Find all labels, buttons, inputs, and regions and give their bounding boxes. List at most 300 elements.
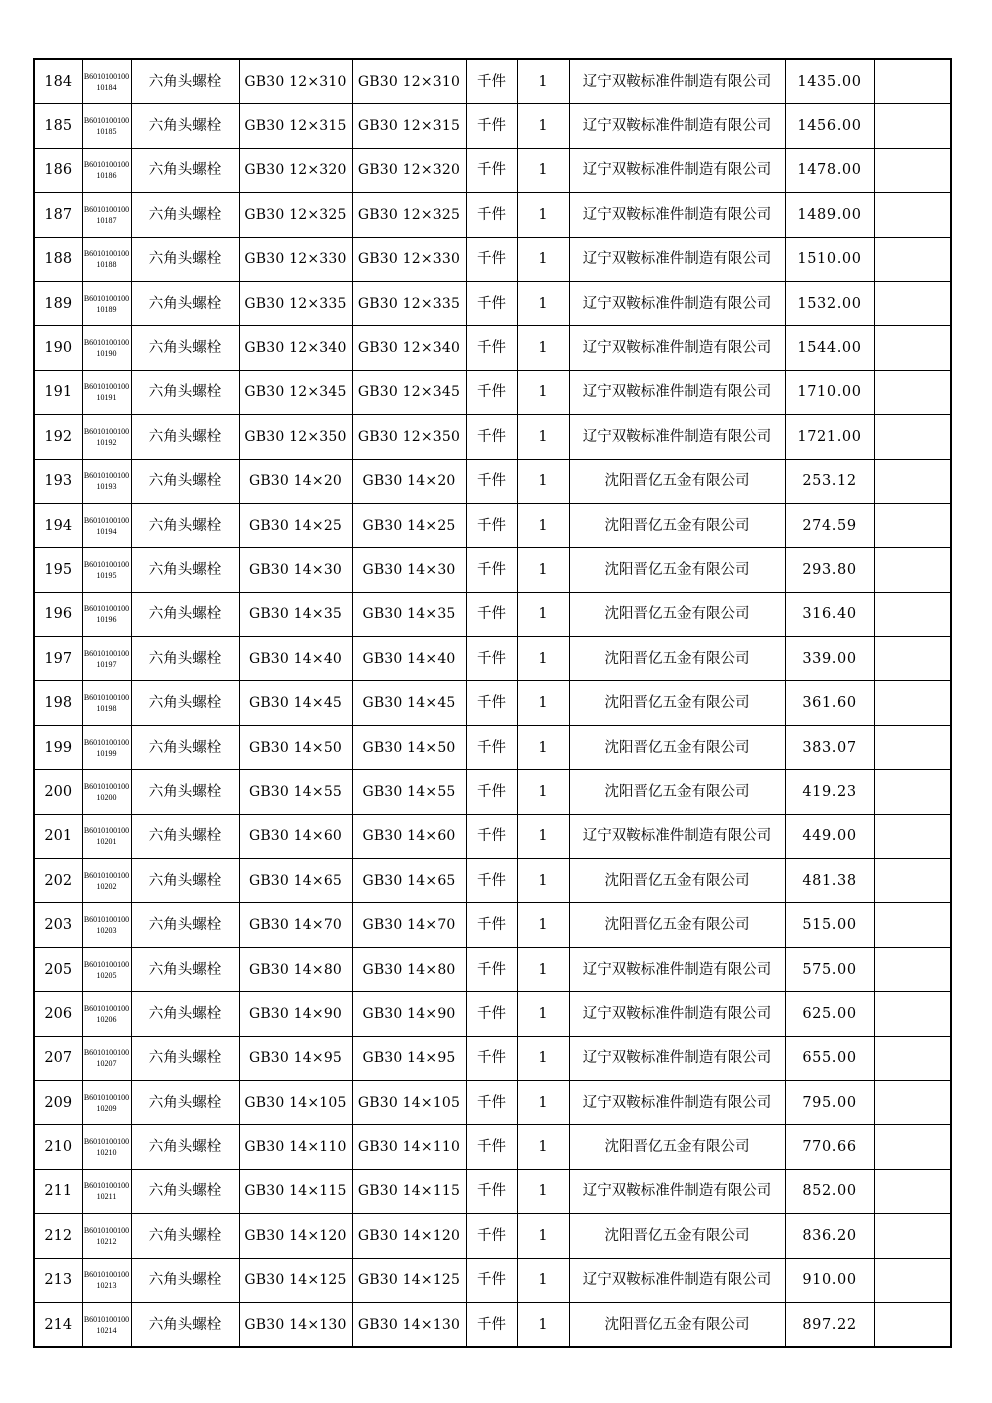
cell-material-code: B601010010010206 (82, 992, 131, 1036)
cell-index: 191 (34, 370, 82, 414)
cell-unit: 千件 (466, 415, 517, 459)
cell-material-code: B601010010010191 (82, 370, 131, 414)
cell-model: GB30 14×105 (352, 1080, 466, 1124)
cell-item-name: 六角头螺栓 (131, 637, 239, 681)
cell-supplier: 辽宁双鞍标准件制造有限公司 (569, 415, 785, 459)
cell-material-code: B601010010010199 (82, 725, 131, 769)
table-row (34, 903, 951, 947)
cell-note (874, 415, 951, 459)
cell-model: GB30 14×130 (352, 1302, 466, 1347)
cell-item-name: 六角头螺栓 (131, 1080, 239, 1124)
cell-price: 253.12 (785, 459, 874, 503)
cell-index: 214 (34, 1302, 82, 1347)
cell-quantity: 1 (517, 326, 569, 370)
cell-model: GB30 14×40 (352, 637, 466, 681)
cell-item-name: 六角头螺栓 (131, 681, 239, 725)
cell-quantity: 1 (517, 1258, 569, 1302)
cell-note (874, 859, 951, 903)
cell-material-code: B601010010010205 (82, 947, 131, 991)
cell-material-code: B601010010010212 (82, 1214, 131, 1258)
cell-price: 316.40 (785, 592, 874, 636)
cell-model: GB30 14×110 (352, 1125, 466, 1169)
cell-note (874, 992, 951, 1036)
cell-note (874, 637, 951, 681)
table-row (34, 1125, 951, 1169)
cell-model: GB30 14×120 (352, 1214, 466, 1258)
cell-unit: 千件 (466, 992, 517, 1036)
cell-material-code: B601010010010184 (82, 59, 131, 104)
cell-unit: 千件 (466, 1302, 517, 1347)
cell-specification: GB30 14×65 (239, 859, 352, 903)
cell-model: GB30 12×330 (352, 237, 466, 281)
cell-specification: GB30 14×115 (239, 1169, 352, 1213)
cell-material-code: B601010010010210 (82, 1125, 131, 1169)
cell-index: 209 (34, 1080, 82, 1124)
cell-model: GB30 14×45 (352, 681, 466, 725)
cell-price: 897.22 (785, 1302, 874, 1347)
table-row (34, 725, 951, 769)
cell-supplier: 辽宁双鞍标准件制造有限公司 (569, 1080, 785, 1124)
cell-index: 195 (34, 548, 82, 592)
cell-price: 515.00 (785, 903, 874, 947)
cell-note (874, 592, 951, 636)
cell-model: GB30 14×55 (352, 770, 466, 814)
table-row (34, 1302, 951, 1347)
cell-index: 210 (34, 1125, 82, 1169)
cell-note (874, 193, 951, 237)
cell-index: 194 (34, 503, 82, 547)
cell-note (874, 903, 951, 947)
cell-price: 383.07 (785, 725, 874, 769)
cell-quantity: 1 (517, 1036, 569, 1080)
cell-quantity: 1 (517, 637, 569, 681)
cell-index: 203 (34, 903, 82, 947)
cell-model: GB30 14×95 (352, 1036, 466, 1080)
cell-unit: 千件 (466, 193, 517, 237)
cell-price: 361.60 (785, 681, 874, 725)
cell-index: 213 (34, 1258, 82, 1302)
cell-supplier: 辽宁双鞍标准件制造有限公司 (569, 148, 785, 192)
cell-note (874, 1258, 951, 1302)
cell-supplier: 辽宁双鞍标准件制造有限公司 (569, 1036, 785, 1080)
cell-supplier: 沈阳晋亿五金有限公司 (569, 859, 785, 903)
cell-material-code: B601010010010194 (82, 503, 131, 547)
cell-note (874, 770, 951, 814)
cell-quantity: 1 (517, 59, 569, 104)
cell-specification: GB30 12×350 (239, 415, 352, 459)
cell-note (874, 947, 951, 991)
cell-material-code: B601010010010195 (82, 548, 131, 592)
table-row (34, 1036, 951, 1080)
cell-item-name: 六角头螺栓 (131, 592, 239, 636)
cell-note (874, 1125, 951, 1169)
cell-note (874, 1302, 951, 1347)
cell-quantity: 1 (517, 1169, 569, 1213)
cell-supplier: 辽宁双鞍标准件制造有限公司 (569, 237, 785, 281)
cell-price: 1489.00 (785, 193, 874, 237)
table-row (34, 1214, 951, 1258)
cell-index: 185 (34, 104, 82, 148)
table-row (34, 1080, 951, 1124)
cell-unit: 千件 (466, 459, 517, 503)
cell-note (874, 1214, 951, 1258)
cell-material-code: B601010010010213 (82, 1258, 131, 1302)
cell-price: 655.00 (785, 1036, 874, 1080)
cell-unit: 千件 (466, 326, 517, 370)
cell-price: 910.00 (785, 1258, 874, 1302)
cell-unit: 千件 (466, 903, 517, 947)
table-row (34, 370, 951, 414)
cell-price: 1510.00 (785, 237, 874, 281)
cell-material-code: B601010010010203 (82, 903, 131, 947)
cell-note (874, 370, 951, 414)
cell-material-code: B601010010010201 (82, 814, 131, 858)
cell-quantity: 1 (517, 681, 569, 725)
cell-model: GB30 14×115 (352, 1169, 466, 1213)
table-row (34, 947, 951, 991)
cell-price: 1435.00 (785, 59, 874, 104)
cell-supplier: 辽宁双鞍标准件制造有限公司 (569, 104, 785, 148)
cell-quantity: 1 (517, 592, 569, 636)
cell-quantity: 1 (517, 903, 569, 947)
cell-note (874, 548, 951, 592)
cell-material-code: B601010010010200 (82, 770, 131, 814)
cell-specification: GB30 14×45 (239, 681, 352, 725)
cell-item-name: 六角头螺栓 (131, 1214, 239, 1258)
cell-price: 419.23 (785, 770, 874, 814)
cell-quantity: 1 (517, 503, 569, 547)
cell-quantity: 1 (517, 237, 569, 281)
cell-unit: 千件 (466, 725, 517, 769)
cell-index: 211 (34, 1169, 82, 1213)
cell-material-code: B601010010010188 (82, 237, 131, 281)
table-row (34, 859, 951, 903)
cell-item-name: 六角头螺栓 (131, 903, 239, 947)
cell-item-name: 六角头螺栓 (131, 503, 239, 547)
cell-note (874, 1169, 951, 1213)
cell-index: 190 (34, 326, 82, 370)
cell-specification: GB30 14×105 (239, 1080, 352, 1124)
cell-index: 212 (34, 1214, 82, 1258)
cell-specification: GB30 12×340 (239, 326, 352, 370)
cell-unit: 千件 (466, 1169, 517, 1213)
cell-item-name: 六角头螺栓 (131, 1125, 239, 1169)
table-row (34, 1169, 951, 1213)
cell-price: 449.00 (785, 814, 874, 858)
cell-unit: 千件 (466, 859, 517, 903)
cell-price: 274.59 (785, 503, 874, 547)
cell-supplier: 沈阳晋亿五金有限公司 (569, 459, 785, 503)
cell-unit: 千件 (466, 148, 517, 192)
cell-note (874, 326, 951, 370)
cell-specification: GB30 14×30 (239, 548, 352, 592)
cell-model: GB30 14×65 (352, 859, 466, 903)
table-row (34, 592, 951, 636)
table-row (34, 59, 951, 104)
table-row (34, 148, 951, 192)
cell-price: 1478.00 (785, 148, 874, 192)
table-row (34, 637, 951, 681)
cell-price: 1710.00 (785, 370, 874, 414)
cell-index: 207 (34, 1036, 82, 1080)
cell-model: GB30 14×70 (352, 903, 466, 947)
cell-material-code: B601010010010185 (82, 104, 131, 148)
cell-supplier: 辽宁双鞍标准件制造有限公司 (569, 326, 785, 370)
cell-unit: 千件 (466, 503, 517, 547)
cell-index: 196 (34, 592, 82, 636)
cell-specification: GB30 14×95 (239, 1036, 352, 1080)
cell-note (874, 681, 951, 725)
cell-quantity: 1 (517, 1214, 569, 1258)
cell-model: GB30 12×325 (352, 193, 466, 237)
cell-note (874, 1036, 951, 1080)
cell-quantity: 1 (517, 370, 569, 414)
table-row (34, 104, 951, 148)
cell-unit: 千件 (466, 947, 517, 991)
cell-item-name: 六角头螺栓 (131, 1036, 239, 1080)
cell-material-code: B601010010010192 (82, 415, 131, 459)
cell-material-code: B601010010010196 (82, 592, 131, 636)
cell-unit: 千件 (466, 281, 517, 325)
cell-quantity: 1 (517, 725, 569, 769)
cell-specification: GB30 14×35 (239, 592, 352, 636)
cell-model: GB30 14×25 (352, 503, 466, 547)
cell-supplier: 沈阳晋亿五金有限公司 (569, 1302, 785, 1347)
cell-supplier: 辽宁双鞍标准件制造有限公司 (569, 281, 785, 325)
table-row (34, 503, 951, 547)
cell-unit: 千件 (466, 548, 517, 592)
cell-specification: GB30 14×60 (239, 814, 352, 858)
price-table (33, 58, 952, 1348)
cell-specification: GB30 12×315 (239, 104, 352, 148)
cell-model: GB30 12×350 (352, 415, 466, 459)
cell-material-code: B601010010010214 (82, 1302, 131, 1347)
cell-material-code: B601010010010197 (82, 637, 131, 681)
cell-note (874, 503, 951, 547)
cell-item-name: 六角头螺栓 (131, 281, 239, 325)
table-row (34, 281, 951, 325)
cell-unit: 千件 (466, 237, 517, 281)
cell-item-name: 六角头螺栓 (131, 148, 239, 192)
cell-supplier: 辽宁双鞍标准件制造有限公司 (569, 992, 785, 1036)
cell-index: 206 (34, 992, 82, 1036)
cell-model: GB30 12×335 (352, 281, 466, 325)
cell-model: GB30 12×345 (352, 370, 466, 414)
cell-note (874, 725, 951, 769)
cell-specification: GB30 14×25 (239, 503, 352, 547)
cell-item-name: 六角头螺栓 (131, 859, 239, 903)
cell-model: GB30 12×315 (352, 104, 466, 148)
cell-material-code: B601010010010187 (82, 193, 131, 237)
cell-supplier: 辽宁双鞍标准件制造有限公司 (569, 1169, 785, 1213)
cell-specification: GB30 12×310 (239, 59, 352, 104)
cell-index: 199 (34, 725, 82, 769)
cell-unit: 千件 (466, 104, 517, 148)
cell-note (874, 814, 951, 858)
cell-unit: 千件 (466, 770, 517, 814)
cell-model: GB30 12×320 (352, 148, 466, 192)
table-row (34, 681, 951, 725)
cell-specification: GB30 14×40 (239, 637, 352, 681)
cell-item-name: 六角头螺栓 (131, 1302, 239, 1347)
cell-index: 187 (34, 193, 82, 237)
cell-price: 852.00 (785, 1169, 874, 1213)
cell-item-name: 六角头螺栓 (131, 415, 239, 459)
cell-model: GB30 14×30 (352, 548, 466, 592)
cell-supplier: 辽宁双鞍标准件制造有限公司 (569, 59, 785, 104)
cell-model: GB30 14×20 (352, 459, 466, 503)
cell-note (874, 59, 951, 104)
cell-material-code: B601010010010189 (82, 281, 131, 325)
cell-model: GB30 14×80 (352, 947, 466, 991)
cell-unit: 千件 (466, 370, 517, 414)
cell-supplier: 沈阳晋亿五金有限公司 (569, 592, 785, 636)
table-row (34, 992, 951, 1036)
cell-material-code: B601010010010209 (82, 1080, 131, 1124)
table-row (34, 459, 951, 503)
cell-quantity: 1 (517, 459, 569, 503)
cell-note (874, 1080, 951, 1124)
table-row (34, 237, 951, 281)
cell-quantity: 1 (517, 859, 569, 903)
cell-price: 795.00 (785, 1080, 874, 1124)
cell-model: GB30 14×60 (352, 814, 466, 858)
cell-item-name: 六角头螺栓 (131, 770, 239, 814)
cell-supplier: 辽宁双鞍标准件制造有限公司 (569, 1258, 785, 1302)
cell-model: GB30 14×50 (352, 725, 466, 769)
cell-note (874, 281, 951, 325)
cell-supplier: 沈阳晋亿五金有限公司 (569, 637, 785, 681)
table-row (34, 770, 951, 814)
cell-model: GB30 14×35 (352, 592, 466, 636)
cell-unit: 千件 (466, 814, 517, 858)
cell-unit: 千件 (466, 637, 517, 681)
cell-specification: GB30 14×80 (239, 947, 352, 991)
cell-specification: GB30 12×320 (239, 148, 352, 192)
cell-material-code: B601010010010207 (82, 1036, 131, 1080)
cell-quantity: 1 (517, 104, 569, 148)
cell-quantity: 1 (517, 1080, 569, 1124)
cell-item-name: 六角头螺栓 (131, 59, 239, 104)
cell-unit: 千件 (466, 1214, 517, 1258)
cell-price: 339.00 (785, 637, 874, 681)
cell-specification: GB30 12×345 (239, 370, 352, 414)
cell-index: 193 (34, 459, 82, 503)
cell-supplier: 辽宁双鞍标准件制造有限公司 (569, 370, 785, 414)
cell-model: GB30 12×340 (352, 326, 466, 370)
cell-item-name: 六角头螺栓 (131, 326, 239, 370)
cell-quantity: 1 (517, 148, 569, 192)
cell-unit: 千件 (466, 59, 517, 104)
cell-material-code: B601010010010193 (82, 459, 131, 503)
cell-note (874, 148, 951, 192)
table-row (34, 1258, 951, 1302)
cell-supplier: 沈阳晋亿五金有限公司 (569, 903, 785, 947)
cell-supplier: 沈阳晋亿五金有限公司 (569, 548, 785, 592)
cell-quantity: 1 (517, 415, 569, 459)
cell-note (874, 104, 951, 148)
cell-price: 625.00 (785, 992, 874, 1036)
cell-quantity: 1 (517, 281, 569, 325)
cell-index: 189 (34, 281, 82, 325)
cell-quantity: 1 (517, 548, 569, 592)
cell-price: 575.00 (785, 947, 874, 991)
cell-specification: GB30 12×325 (239, 193, 352, 237)
cell-model: GB30 14×125 (352, 1258, 466, 1302)
cell-unit: 千件 (466, 1125, 517, 1169)
cell-index: 192 (34, 415, 82, 459)
cell-index: 186 (34, 148, 82, 192)
cell-specification: GB30 14×120 (239, 1214, 352, 1258)
cell-item-name: 六角头螺栓 (131, 814, 239, 858)
cell-material-code: B601010010010202 (82, 859, 131, 903)
cell-unit: 千件 (466, 1080, 517, 1124)
cell-supplier: 沈阳晋亿五金有限公司 (569, 1125, 785, 1169)
cell-supplier: 沈阳晋亿五金有限公司 (569, 725, 785, 769)
cell-note (874, 237, 951, 281)
cell-index: 184 (34, 59, 82, 104)
cell-specification: GB30 14×55 (239, 770, 352, 814)
cell-supplier: 辽宁双鞍标准件制造有限公司 (569, 947, 785, 991)
cell-item-name: 六角头螺栓 (131, 947, 239, 991)
cell-index: 197 (34, 637, 82, 681)
cell-quantity: 1 (517, 814, 569, 858)
cell-quantity: 1 (517, 947, 569, 991)
cell-price: 1456.00 (785, 104, 874, 148)
cell-item-name: 六角头螺栓 (131, 548, 239, 592)
cell-index: 198 (34, 681, 82, 725)
cell-specification: GB30 14×20 (239, 459, 352, 503)
table-row (34, 415, 951, 459)
cell-supplier: 辽宁双鞍标准件制造有限公司 (569, 193, 785, 237)
cell-item-name: 六角头螺栓 (131, 370, 239, 414)
cell-specification: GB30 14×90 (239, 992, 352, 1036)
cell-specification: GB30 14×130 (239, 1302, 352, 1347)
cell-item-name: 六角头螺栓 (131, 104, 239, 148)
table-row (34, 193, 951, 237)
table-row (34, 326, 951, 370)
cell-item-name: 六角头螺栓 (131, 193, 239, 237)
cell-quantity: 1 (517, 770, 569, 814)
cell-unit: 千件 (466, 592, 517, 636)
cell-note (874, 459, 951, 503)
cell-price: 1532.00 (785, 281, 874, 325)
cell-item-name: 六角头螺栓 (131, 992, 239, 1036)
table-row (34, 548, 951, 592)
cell-material-code: B601010010010190 (82, 326, 131, 370)
cell-item-name: 六角头螺栓 (131, 1169, 239, 1213)
cell-specification: GB30 14×125 (239, 1258, 352, 1302)
cell-price: 836.20 (785, 1214, 874, 1258)
cell-index: 188 (34, 237, 82, 281)
cell-material-code: B601010010010198 (82, 681, 131, 725)
cell-item-name: 六角头螺栓 (131, 459, 239, 503)
cell-price: 1721.00 (785, 415, 874, 459)
cell-model: GB30 14×90 (352, 992, 466, 1036)
cell-supplier: 辽宁双鞍标准件制造有限公司 (569, 814, 785, 858)
cell-material-code: B601010010010211 (82, 1169, 131, 1213)
cell-item-name: 六角头螺栓 (131, 1258, 239, 1302)
table-row (34, 814, 951, 858)
cell-item-name: 六角头螺栓 (131, 237, 239, 281)
cell-unit: 千件 (466, 681, 517, 725)
table-body (34, 59, 951, 1347)
cell-index: 201 (34, 814, 82, 858)
cell-price: 770.66 (785, 1125, 874, 1169)
cell-unit: 千件 (466, 1036, 517, 1080)
cell-specification: GB30 14×50 (239, 725, 352, 769)
cell-index: 205 (34, 947, 82, 991)
